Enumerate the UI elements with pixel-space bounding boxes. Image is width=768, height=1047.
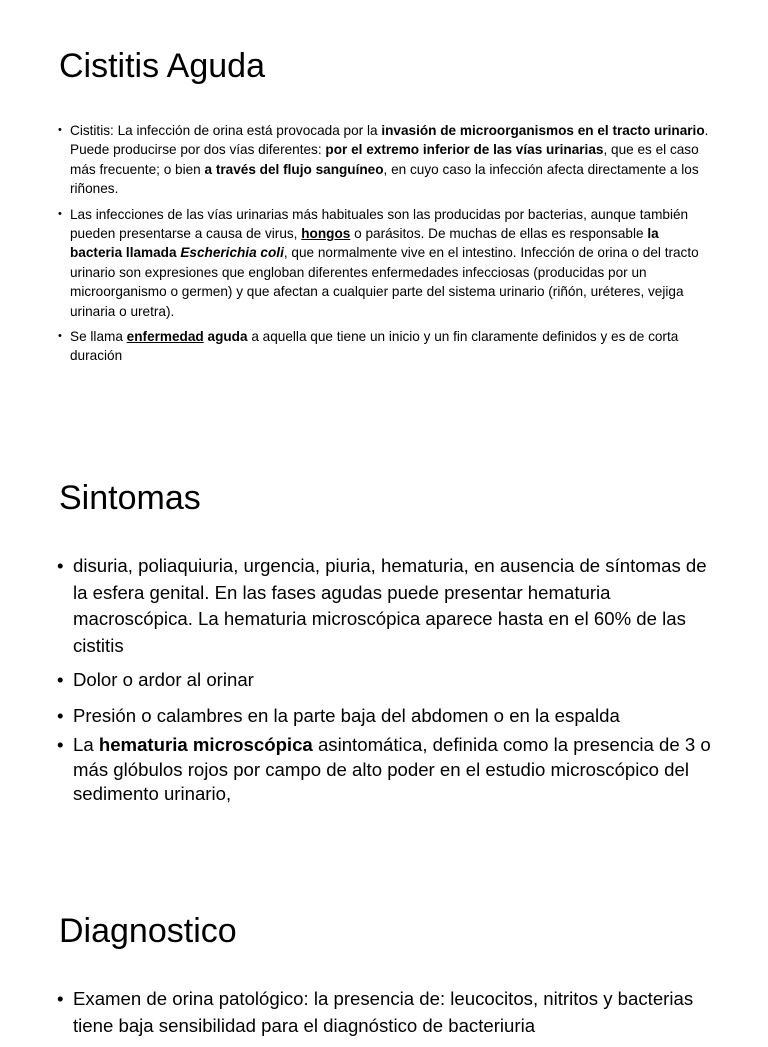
bullet-item: • Presión o calambres en la parte baja del abdomen o en la espalda xyxy=(73,703,718,730)
bold-text: aguda xyxy=(207,329,248,345)
text-run: Se llama xyxy=(70,329,127,345)
text-run: o parásitos. De muchas de ellas es responsable xyxy=(350,226,648,242)
text-run: La xyxy=(73,734,99,755)
bold-text: a través del flujo sanguíneo xyxy=(204,161,384,177)
text-run: a aquella que tiene un inicio y un fin claramente definidos y es de corta duración xyxy=(70,329,679,364)
hongos-link[interactable]: hongos xyxy=(301,226,351,242)
bold-text: invasión de microorganismos en el tracto urinario xyxy=(381,123,705,138)
italic-text: Escherichia coli xyxy=(180,245,284,261)
text-run: , en cuyo caso la infección afecta directamente a los riñones. xyxy=(70,161,699,197)
slide-title: Sintomas xyxy=(59,479,201,517)
bullet-item: • Examen de orina patológico: la presencia de: leucocitos, nitritos y bacterias tiene baja sensibilidad para el diagnóstico de bacteriuria xyxy=(73,986,718,1039)
bullet-item: • Dolor o ardor al orinar xyxy=(73,667,718,694)
bold-text: por el extremo inferior de las vías urinarias xyxy=(325,142,604,158)
text-run: . Puede producirse por dos vías diferentes: xyxy=(70,123,709,158)
slide-title: Cistitis Aguda xyxy=(59,47,265,85)
bold-text: hematuria microscópica xyxy=(98,734,313,755)
slide-title: Diagnostico xyxy=(59,912,237,950)
bullet-item: • disuria, poliaquiuria, urgencia, piuria, hematuria, en ausencia de síntomas de la esfera genital. En las fases agudas puede presentar hematuria macroscópica. La hematuria microscópica aparece hasta en el 60% de las cistitis xyxy=(73,553,718,659)
text-run: asintomática, definida como la presencia de 3 o más glóbulos rojos por campo de alto poder en el estudio microscópico del sedimento urinario, xyxy=(73,734,711,804)
enfermedad-link[interactable]: enfermedad xyxy=(126,329,204,345)
text-run: , que normalmente vive en el intestino. Infección de orina o del tracto urinario son expresiones que engloban diferentes enfermedades infecciosas (producidas por un microorganismo o germen) y que afectan a cualquier parte del sistema urinario (riñón, uréteres, vejiga urinaria o uretra). xyxy=(70,245,699,319)
bold-text: la bacteria llamada xyxy=(70,226,659,261)
bullet-list xyxy=(73,986,718,1047)
text-run: , que es el caso más frecuente; o bien xyxy=(70,142,699,177)
text-run: Cistitis: La infección de orina está provocada por la xyxy=(70,123,382,138)
text-run: Las infecciones de las vías urinarias más habituales son las producidas por bacterias, aunque también pueden presentarse a causa de virus, xyxy=(70,206,689,242)
